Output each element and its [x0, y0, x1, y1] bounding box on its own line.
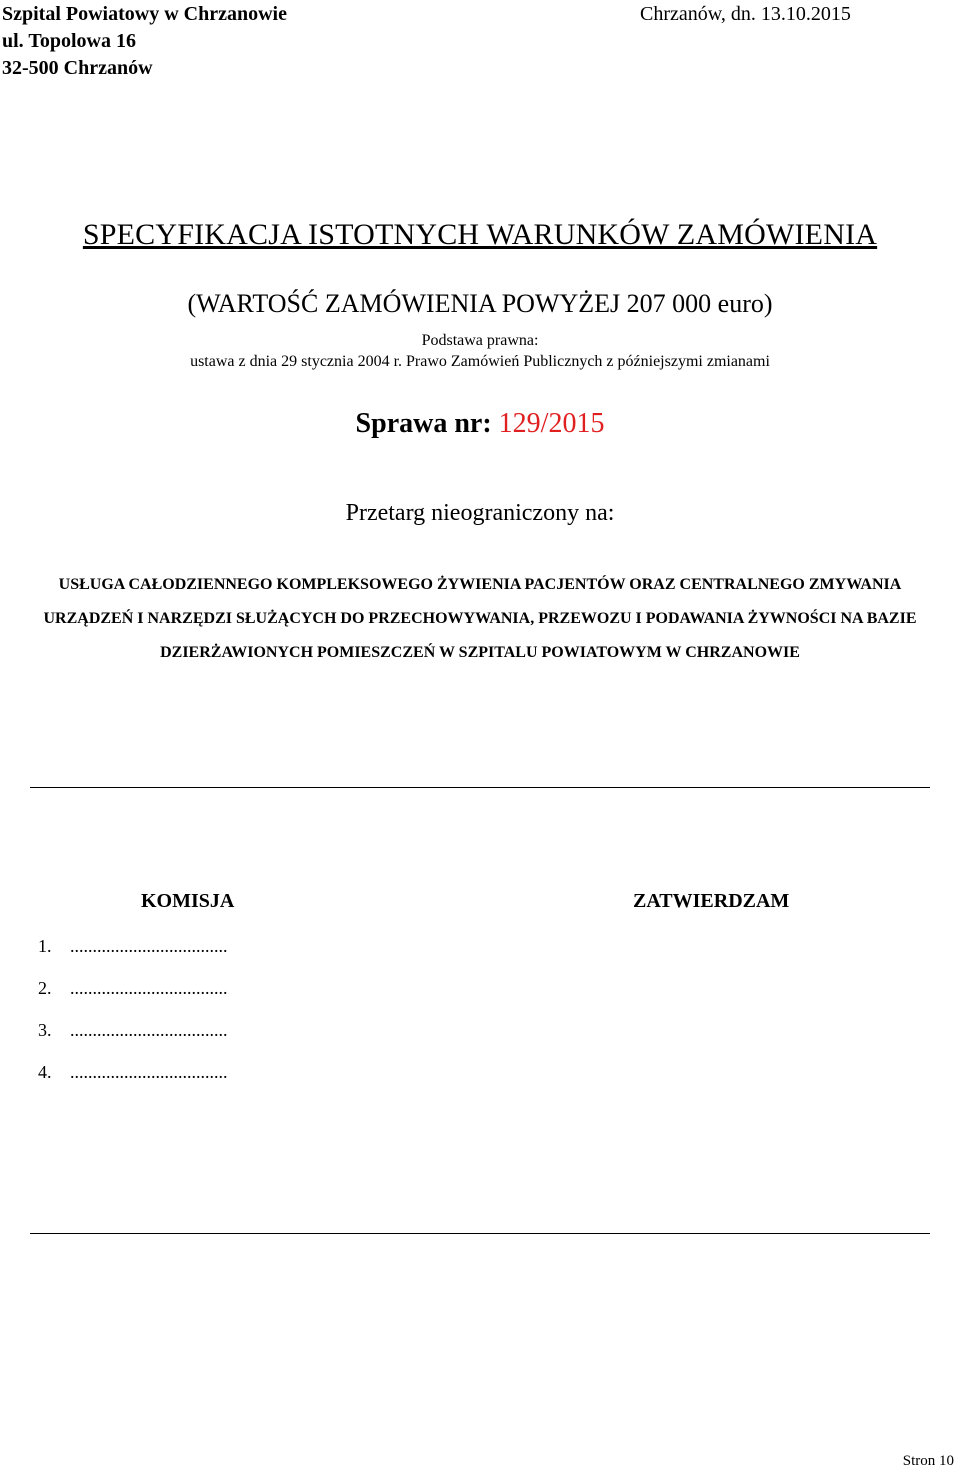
order-value-note: (WARTOŚĆ ZAMÓWIENIA POWYŻEJ 207 000 euro)	[187, 289, 773, 318]
committee-members-list	[38, 932, 228, 1100]
hospital-postal-city: 32-500 Chrzanów	[2, 57, 153, 79]
signature-blank: ...................................	[70, 978, 228, 998]
hospital-name: Szpital Powiatowy w Chrzanowie	[2, 3, 287, 25]
legal-basis-text: ustawa z dnia 29 stycznia 2004 r. Prawo Zamówień Publicznych z późniejszymi zmianami	[190, 353, 770, 370]
case-number-line	[0, 408, 960, 440]
signature-blank: ...................................	[70, 1020, 228, 1040]
member-number: 3.	[38, 1020, 52, 1040]
list-item	[38, 1016, 228, 1058]
tender-type: Przetarg nieograniczony na:	[345, 500, 615, 526]
case-label: Sprawa nr:	[355, 408, 492, 439]
committee-label: KOMISJA	[141, 890, 235, 912]
approve-label: ZATWIERDZAM	[633, 890, 790, 912]
document-title: SPECYFIKACJA ISTOTNYCH WARUNKÓW ZAMÓWIENIA	[82, 218, 878, 251]
member-number: 4.	[38, 1062, 52, 1082]
legal-basis-label: Podstawa prawna:	[421, 332, 539, 349]
member-number: 2.	[38, 978, 52, 998]
divider-top	[30, 787, 930, 788]
list-item	[38, 1058, 228, 1100]
signature-blank: ...................................	[70, 1062, 228, 1082]
list-item	[38, 932, 228, 974]
signature-blank: ...................................	[70, 936, 228, 956]
hospital-street: ul. Topolowa 16	[2, 30, 136, 52]
tender-subject: USŁUGA CAŁODZIENNEGO KOMPLEKSOWEGO ŻYWIENIA PACJENTÓW ORAZ CENTRALNEGO ZMYWANIA URZĄDZEŃ I NARZĘDZI SŁUŻĄCYCH DO PRZECHOWYWANIA, PRZEWOZU I PODAWANIA ŻYWNOŚCI NA BAZIE DZIERŻAWIONYCH POMIESZCZEŃ W SZPITALU POWIATOWYM W CHRZANOWIE	[43, 576, 917, 661]
place-date: Chrzanów, dn. 13.10.2015	[640, 3, 851, 25]
member-number: 1.	[38, 936, 52, 956]
case-number: 129/2015	[498, 408, 605, 439]
divider-bottom	[30, 1233, 930, 1234]
list-item	[38, 974, 228, 1016]
page-count: Stron 10	[902, 1453, 954, 1469]
